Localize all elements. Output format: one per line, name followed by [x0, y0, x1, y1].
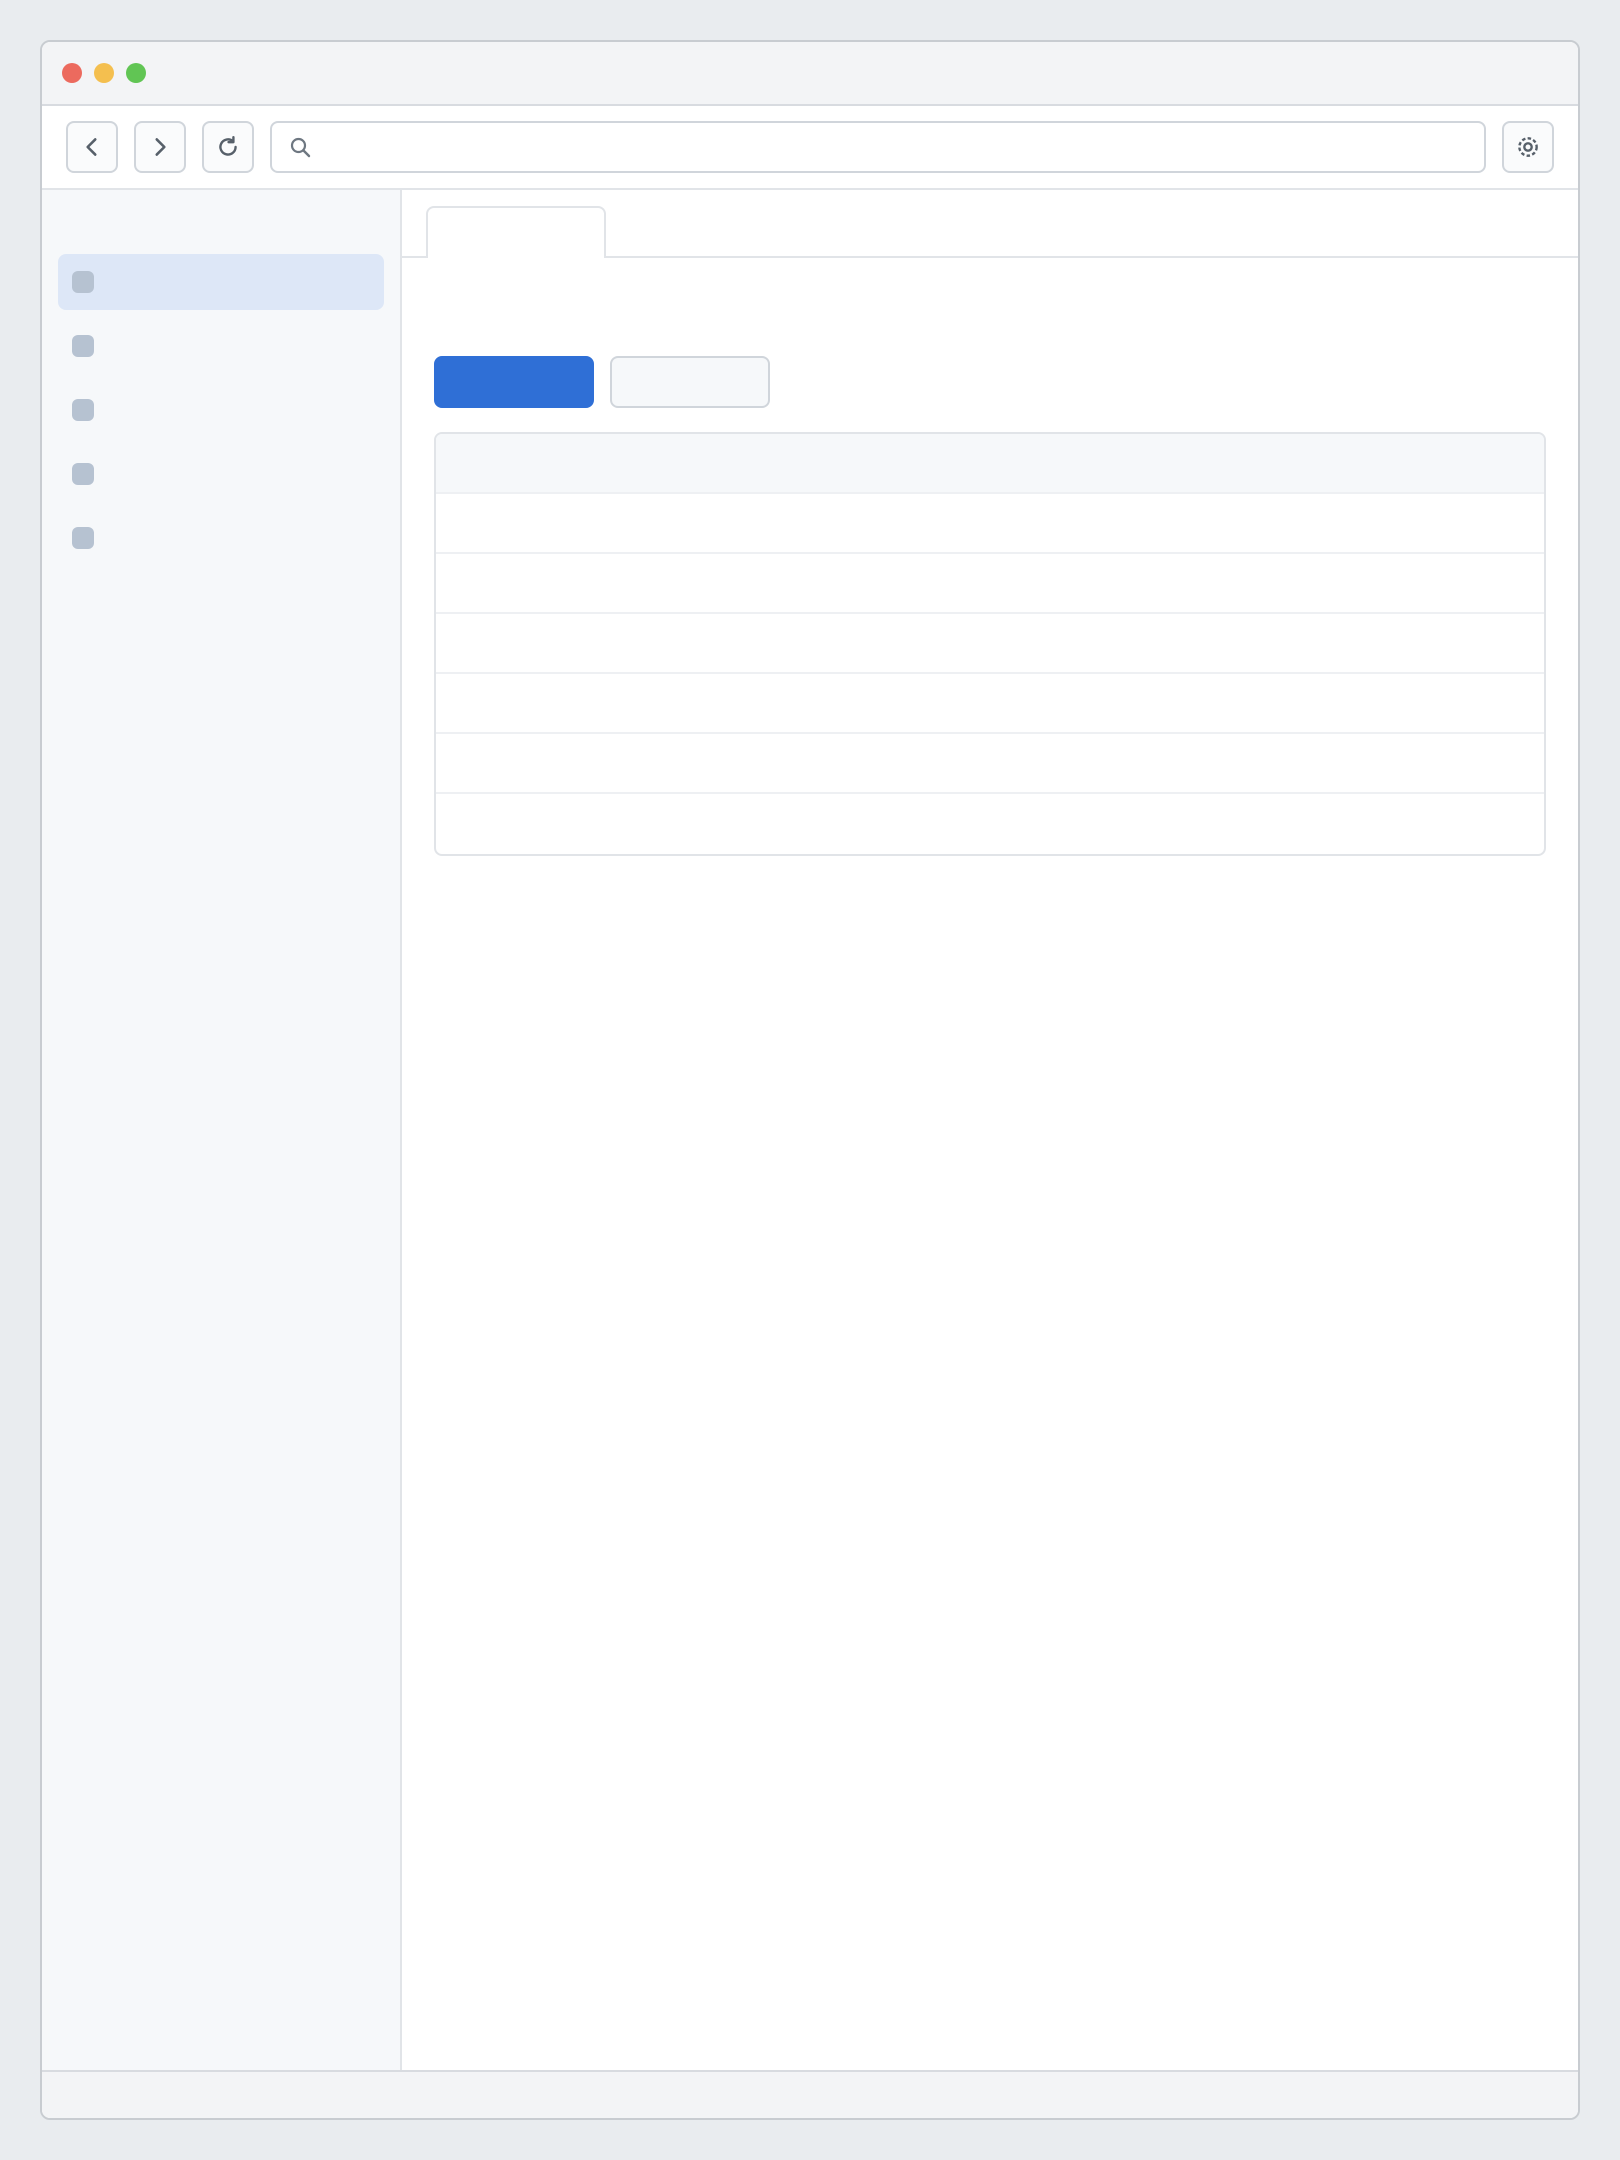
- status-bar: [42, 2070, 1578, 2118]
- folder-icon: [72, 463, 94, 485]
- back-button[interactable]: [66, 121, 118, 173]
- primary-action-button[interactable]: [434, 356, 594, 408]
- refresh-button[interactable]: [202, 121, 254, 173]
- table-header-row: [436, 434, 1544, 494]
- tab-2[interactable]: [612, 204, 792, 256]
- forward-button[interactable]: [134, 121, 186, 173]
- sidebar: [42, 190, 402, 2070]
- table-row[interactable]: [436, 554, 1544, 614]
- tab-bar: [402, 190, 1578, 258]
- tab-1[interactable]: [426, 206, 606, 258]
- toolbar: [42, 106, 1578, 190]
- folder-icon: [72, 271, 94, 293]
- action-bar: [434, 356, 1546, 408]
- main-panel: [402, 190, 1578, 2070]
- tab-3[interactable]: [798, 204, 978, 256]
- page-title: [434, 290, 1546, 332]
- table-row[interactable]: [436, 794, 1544, 854]
- table-row[interactable]: [436, 494, 1544, 554]
- sidebar-item-1[interactable]: [58, 254, 384, 310]
- arrow-left-icon: [79, 134, 105, 160]
- sidebar-item-5[interactable]: [58, 510, 384, 566]
- close-window-button[interactable]: [62, 63, 82, 83]
- app-window: [40, 40, 1580, 2120]
- sidebar-item-2[interactable]: [58, 318, 384, 374]
- sidebar-item-3[interactable]: [58, 382, 384, 438]
- minimize-window-button[interactable]: [94, 63, 114, 83]
- window-controls: [62, 63, 146, 83]
- window-title: [170, 59, 1558, 87]
- folder-icon: [72, 335, 94, 357]
- search-icon: [288, 135, 312, 159]
- maximize-window-button[interactable]: [126, 63, 146, 83]
- sidebar-item-4[interactable]: [58, 446, 384, 502]
- app-body: [42, 190, 1578, 2070]
- secondary-action-button[interactable]: [610, 356, 770, 408]
- content-area: [402, 258, 1578, 2070]
- refresh-icon: [215, 134, 241, 160]
- table-row[interactable]: [436, 674, 1544, 734]
- table-row[interactable]: [436, 614, 1544, 674]
- search-input[interactable]: [324, 134, 1468, 160]
- data-table: [434, 432, 1546, 856]
- title-bar: [42, 42, 1578, 106]
- sidebar-heading: [58, 214, 384, 246]
- gear-icon: [1515, 134, 1541, 160]
- folder-icon: [72, 527, 94, 549]
- table-row[interactable]: [436, 734, 1544, 794]
- arrow-right-icon: [147, 134, 173, 160]
- folder-icon: [72, 399, 94, 421]
- search-box[interactable]: [270, 121, 1486, 173]
- settings-button[interactable]: [1502, 121, 1554, 173]
